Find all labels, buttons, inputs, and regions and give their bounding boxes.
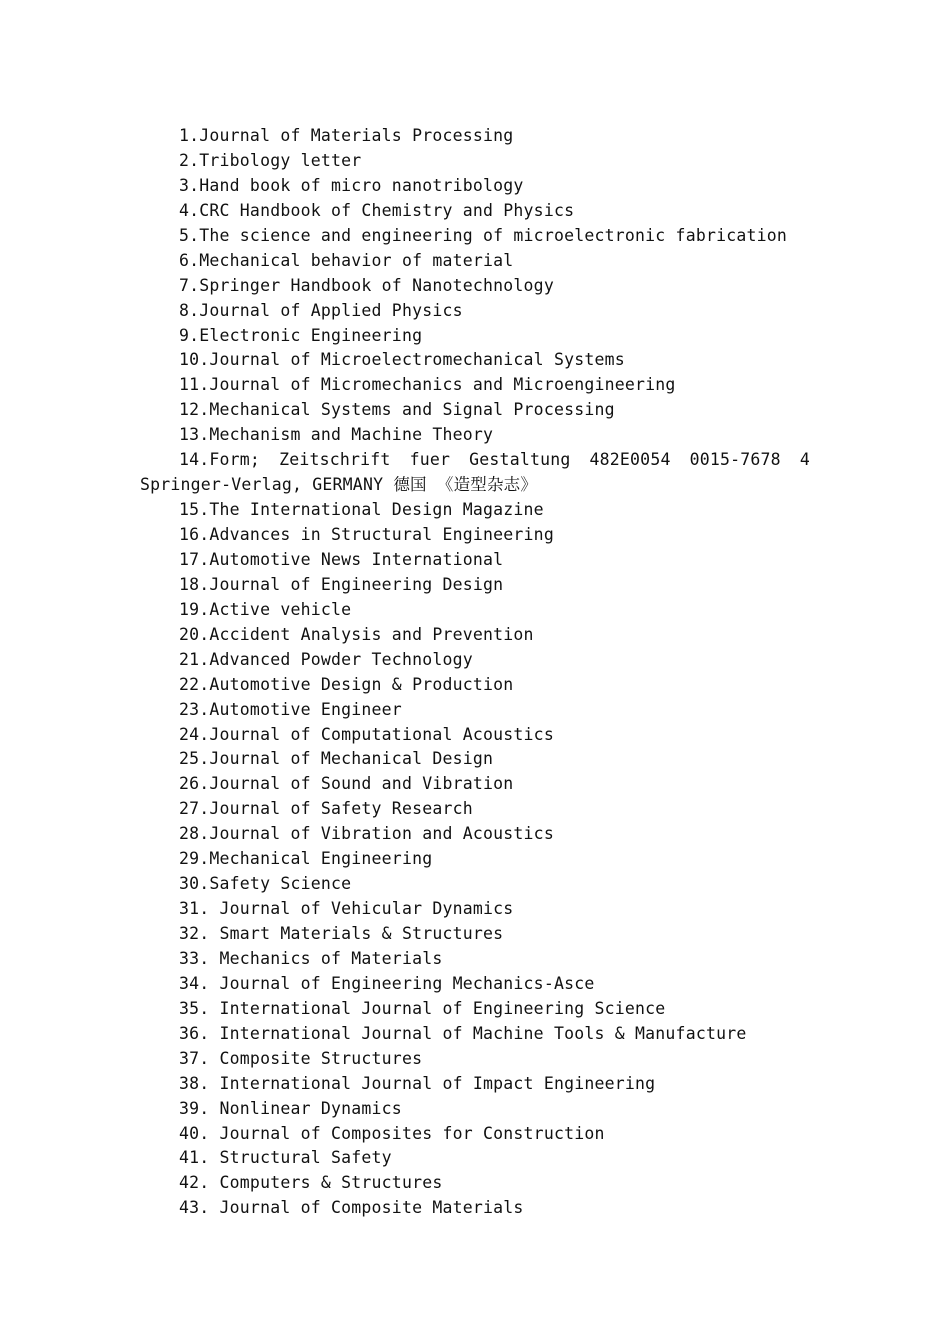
list-item: 11.Journal of Micromechanics and Microengineering — [179, 375, 676, 395]
list-item: 19.Active vehicle — [179, 599, 352, 619]
entry-14-part: 4 — [799, 450, 810, 470]
entry-14-continuation: Springer-Verlag, GERMANY 德国 《造型杂志》 — [140, 475, 538, 495]
list-item: 18.Journal of Engineering Design — [179, 574, 504, 594]
list-item: 23.Automotive Engineer — [179, 699, 402, 719]
list-item: 13.Mechanism and Machine Theory — [179, 425, 494, 445]
list-item: 9.Electronic Engineering — [179, 325, 423, 345]
entry-14-part: Zeitschrift — [279, 450, 391, 470]
list-item: 31. Journal of Vehicular Dynamics — [179, 899, 514, 919]
list-item: 12.Mechanical Systems and Signal Processing — [179, 400, 615, 420]
list-item: 43. Journal of Composite Materials — [179, 1198, 524, 1218]
list-item: 5.The science and engineering of microelectronic fabrication — [179, 225, 788, 245]
list-item: 35. International Journal of Engineering Science — [179, 998, 666, 1018]
list-item: 26.Journal of Sound and Vibration — [179, 774, 514, 794]
list-item: 2.Tribology letter — [179, 150, 362, 170]
list-item: 27.Journal of Safety Research — [179, 799, 473, 819]
list-item: 28.Journal of Vibration and Acoustics — [179, 824, 554, 844]
list-item: 4.CRC Handbook of Chemistry and Physics — [179, 200, 575, 220]
list-item: 15.The International Design Magazine — [179, 500, 544, 520]
entry-14-part: 482E0054 — [589, 450, 671, 470]
entry-14-part: 0015-7678 — [689, 450, 781, 470]
list-item: 8.Journal of Applied Physics — [179, 300, 463, 320]
list-item: 29.Mechanical Engineering — [179, 849, 433, 869]
list-item: 7.Springer Handbook of Nanotechnology — [179, 275, 554, 295]
entry-14-part: 14.Form; — [179, 450, 261, 470]
list-item: 37. Composite Structures — [179, 1048, 423, 1068]
list-item: 16.Advances in Structural Engineering — [179, 525, 554, 545]
list-item: 34. Journal of Engineering Mechanics-Asce — [179, 973, 595, 993]
list-item: 25.Journal of Mechanical Design — [179, 749, 494, 769]
list-item: 38. International Journal of Impact Engineering — [179, 1073, 656, 1093]
entry-14-first-line — [179, 448, 810, 473]
list-item: 41. Structural Safety — [179, 1148, 392, 1168]
list-item: 39. Nonlinear Dynamics — [179, 1098, 402, 1118]
journal-list — [140, 124, 810, 1221]
list-item: 17.Automotive News International — [179, 549, 504, 569]
list-item: 3.Hand book of micro nanotribology — [179, 175, 524, 195]
list-item: 21.Advanced Powder Technology — [179, 649, 473, 669]
list-item: 6.Mechanical behavior of material — [179, 250, 514, 270]
list-item: 1.Journal of Materials Processing — [179, 126, 514, 145]
list-item: 20.Accident Analysis and Prevention — [179, 624, 534, 644]
list-item: 32. Smart Materials & Structures — [179, 924, 504, 944]
list-item-wrapped — [140, 448, 810, 498]
entry-14-part: fuer — [409, 450, 451, 470]
list-item: 10.Journal of Microelectromechanical Systems — [179, 350, 625, 370]
list-item: 40. Journal of Composites for Construction — [179, 1123, 605, 1143]
list-item: 30.Safety Science — [179, 874, 352, 894]
list-item: 24.Journal of Computational Acoustics — [179, 724, 554, 744]
list-item: 42. Computers & Structures — [179, 1173, 443, 1193]
list-item: 36. International Journal of Machine Tools & Manufacture — [179, 1023, 747, 1043]
entry-14-part: Gestaltung — [469, 450, 571, 470]
list-item: 33. Mechanics of Materials — [179, 948, 443, 968]
list-item: 22.Automotive Design & Production — [179, 674, 514, 694]
